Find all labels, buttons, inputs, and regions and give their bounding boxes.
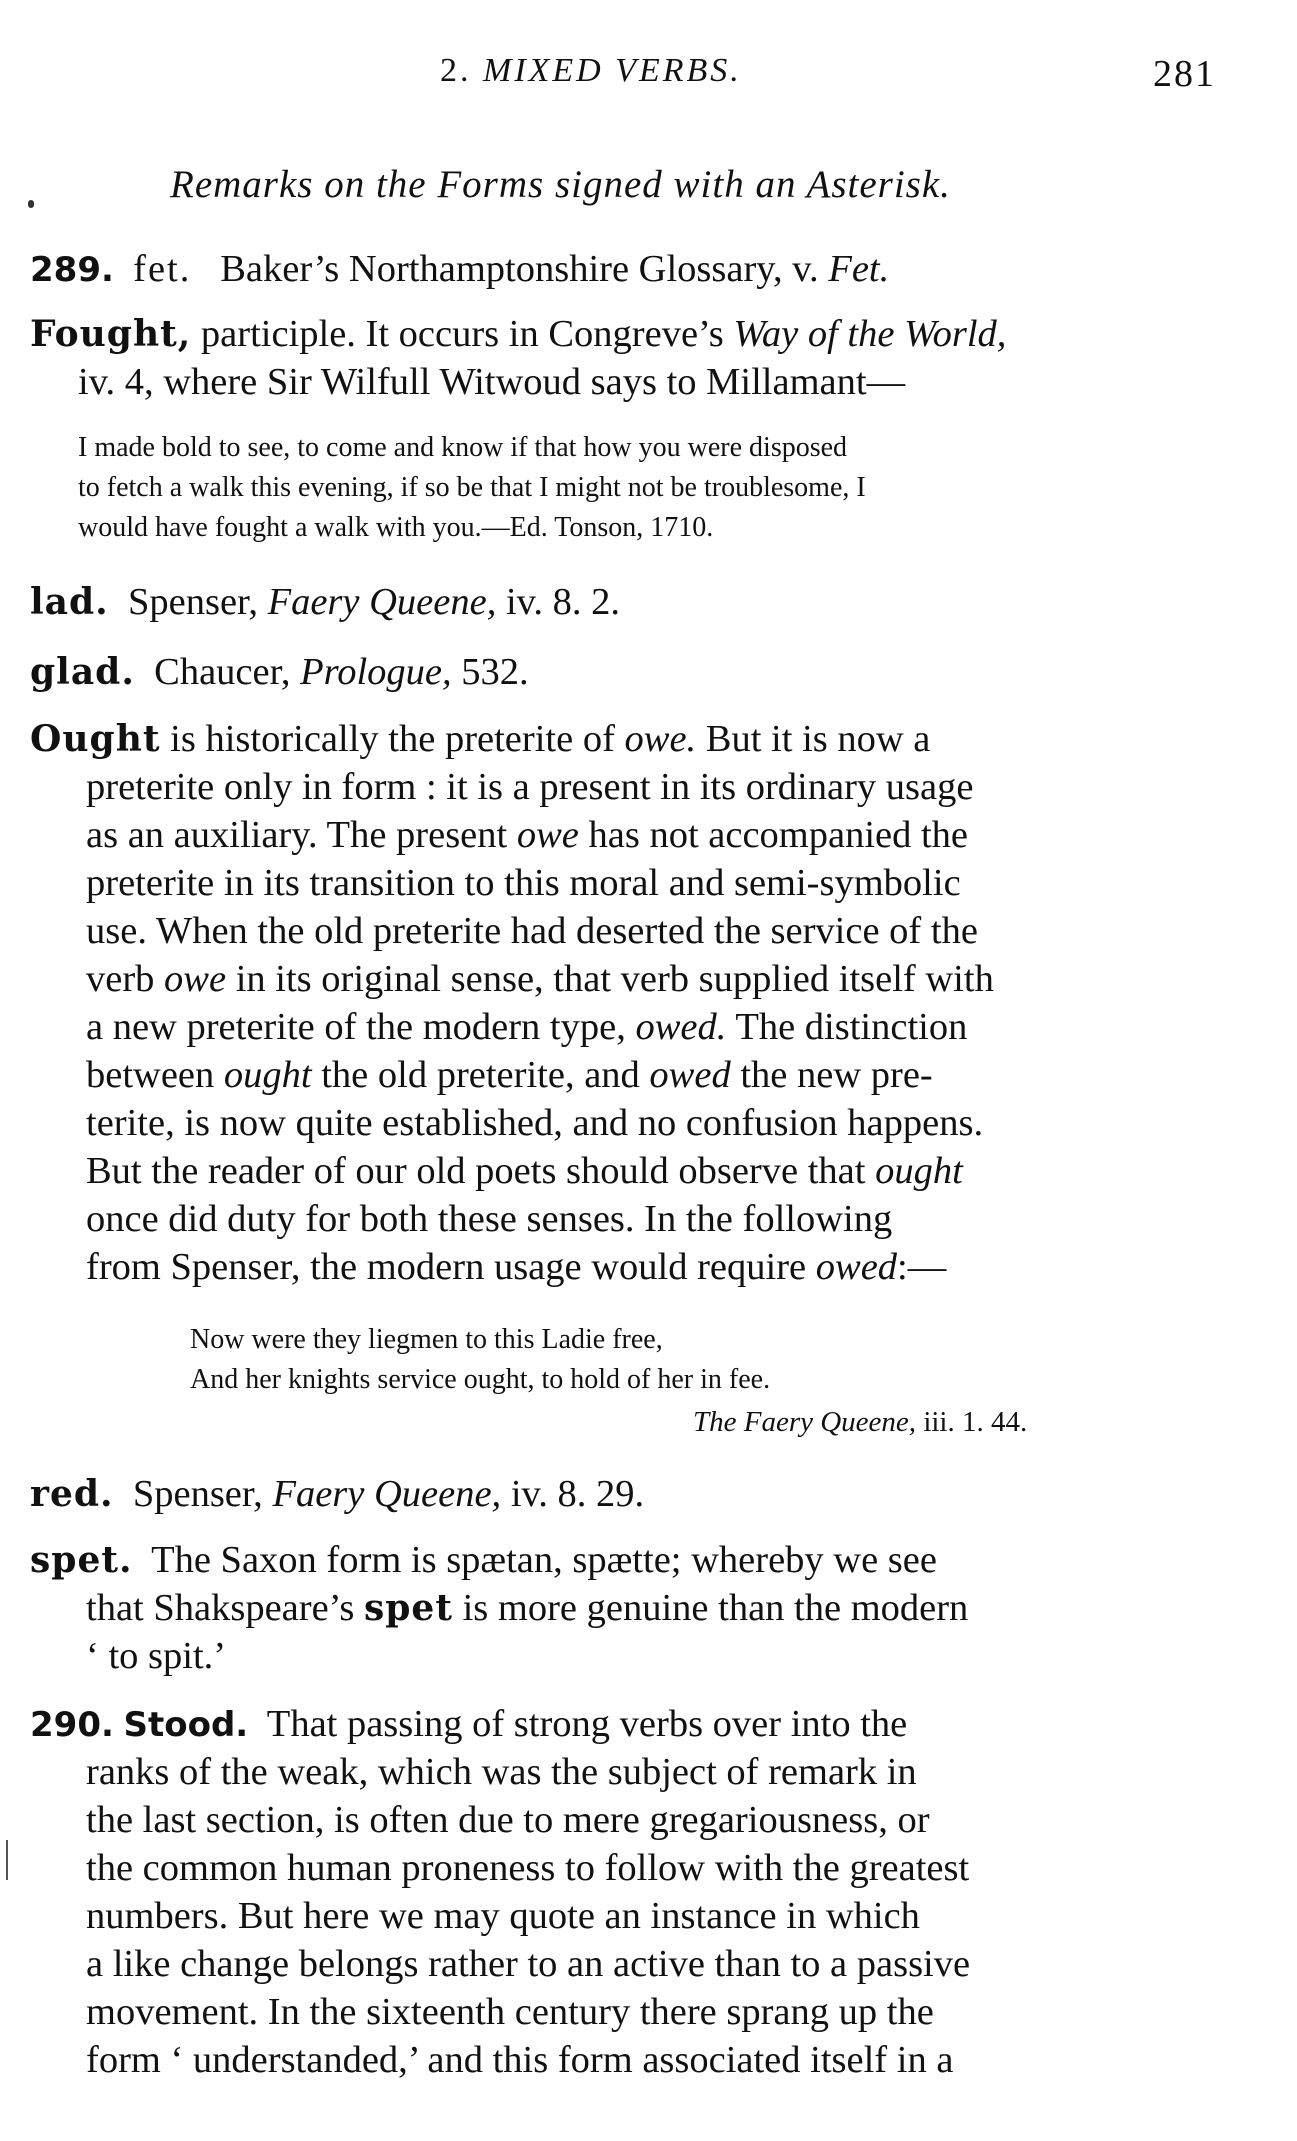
headword-fet: fet. bbox=[133, 248, 192, 290]
blackletter-word: spet bbox=[363, 1587, 453, 1629]
entry-red bbox=[30, 1470, 1230, 1518]
entry-text: The distinction bbox=[726, 1006, 968, 1048]
entry-text: :— bbox=[897, 1246, 947, 1288]
entry-text: movement. In the sixteenth century there sprang up the bbox=[86, 1991, 934, 2033]
headword-ought: Ought bbox=[30, 718, 161, 760]
entry-text: ‘ to spit.’ bbox=[86, 1635, 227, 1677]
section-number-290: 290. bbox=[30, 1705, 114, 1745]
entry-text: iv. 8. 2. bbox=[505, 581, 621, 623]
section-number: 2. bbox=[440, 52, 472, 89]
entry-290-stood bbox=[30, 1700, 1230, 2084]
quote-congreve bbox=[78, 428, 1278, 548]
entry-italic: Faery Queene, bbox=[267, 581, 497, 623]
entry-text: use. When the old preterite had deserted the service of the bbox=[86, 910, 978, 952]
entry-text: Baker’s Northamptonshire Glossary, v. bbox=[220, 248, 819, 290]
entry-text: that Shakspeare’s bbox=[86, 1587, 355, 1629]
headword-spet: spet. bbox=[30, 1539, 133, 1581]
entry-text: once did duty for both these senses. In the following bbox=[86, 1198, 893, 1240]
quote-line: Now were they liegmen to this Ladie free, bbox=[190, 1324, 663, 1355]
entry-text: The Saxon form is spætan, spætte; whereby we see bbox=[151, 1539, 937, 1581]
entry-text: as an auxiliary. The present bbox=[86, 814, 517, 856]
entry-italic: owe bbox=[164, 958, 227, 1000]
entry-text: the last section, is often due to mere gregariousness, or bbox=[86, 1799, 930, 1841]
entry-italic: Way of the World, bbox=[733, 313, 1007, 355]
entry-italic: owe. bbox=[624, 718, 697, 760]
entry-text: Spenser, bbox=[127, 581, 258, 623]
section-title: MIXED VERBS. bbox=[483, 52, 742, 89]
speck-mark bbox=[28, 200, 34, 208]
entry-text: form ‘ understanded,’ and this form associated itself in a bbox=[86, 2039, 954, 2081]
entry-text: That passing of strong verbs over into the bbox=[266, 1703, 908, 1745]
entry-289-fet bbox=[30, 245, 1230, 293]
section-number-289: 289. bbox=[30, 250, 114, 290]
running-head-title bbox=[440, 52, 742, 90]
entry-text: the old preterite, and bbox=[311, 1054, 650, 1096]
headword-stood: Stood. bbox=[123, 1705, 249, 1745]
quote-line: would have fought a walk with you.—Ed. Tonson, 1710. bbox=[78, 512, 714, 543]
headword-glad: glad. bbox=[30, 651, 135, 693]
entry-fought bbox=[30, 310, 1230, 406]
entry-text: terite, is now quite established, and no confusion happens. bbox=[86, 1102, 984, 1144]
entry-spet bbox=[30, 1536, 1230, 1680]
entry-text: from Spenser, the modern usage would require bbox=[86, 1246, 816, 1288]
entry-italic: ought bbox=[223, 1054, 312, 1096]
entry-text: numbers. But here we may quote an instance in which bbox=[86, 1895, 920, 1937]
entry-italic: Faery Queene, bbox=[272, 1473, 502, 1515]
running-head bbox=[0, 52, 1297, 102]
entry-lad bbox=[30, 578, 1230, 626]
entry-italic: Prologue, bbox=[300, 651, 452, 693]
entry-text: in its original sense, that verb supplied itself with bbox=[226, 958, 994, 1000]
page-number: 281 bbox=[1153, 53, 1216, 95]
quote-line: I made bold to see, to come and know if that how you were disposed bbox=[78, 432, 848, 463]
entry-italic: owed. bbox=[635, 1006, 727, 1048]
entry-text: verb bbox=[86, 958, 165, 1000]
entry-ought bbox=[30, 715, 1230, 1291]
entry-text: participle. It occurs in Congreve’s bbox=[200, 313, 724, 355]
quote-spenser bbox=[190, 1320, 1297, 1400]
entry-italic: owe bbox=[516, 814, 579, 856]
margin-mark bbox=[6, 1840, 8, 1880]
entry-text: But it is now a bbox=[696, 718, 931, 760]
entry-text: ranks of the weak, which was the subject of remark in bbox=[86, 1751, 917, 1793]
entry-italic: Fet. bbox=[828, 248, 890, 290]
quote-line: to fetch a walk this evening, if so be that I might not be troublesome, I bbox=[78, 472, 866, 503]
attribution-ref: iii. 1. 44. bbox=[923, 1406, 1028, 1438]
subheading: Remarks on the Forms signed with an Asterisk. bbox=[170, 163, 951, 206]
entry-text: 532. bbox=[461, 651, 529, 693]
entry-text: between bbox=[86, 1054, 224, 1096]
entry-text: iv. 4, where Sir Wilfull Witwoud says to Millamant— bbox=[78, 361, 906, 403]
entry-italic: owed bbox=[649, 1054, 731, 1096]
quote-attribution bbox=[693, 1406, 1027, 1439]
entry-text: the new pre- bbox=[730, 1054, 933, 1096]
entry-text: iv. 8. 29. bbox=[510, 1473, 645, 1515]
headword-fought: Fought, bbox=[30, 313, 192, 355]
entry-text: preterite in its transition to this moral and semi-symbolic bbox=[86, 862, 961, 904]
quote-line: And her knights service ought, to hold of her in fee. bbox=[190, 1364, 771, 1395]
entry-text: preterite only in form : it is a present in its ordinary usage bbox=[86, 766, 974, 808]
entry-text: But the reader of our old poets should observe that bbox=[86, 1150, 876, 1192]
headword-red: red. bbox=[30, 1473, 114, 1515]
entry-text: is more genuine than the modern bbox=[462, 1587, 969, 1629]
entry-italic: ought bbox=[875, 1150, 963, 1192]
entry-italic: owed bbox=[815, 1246, 898, 1288]
entry-text: Chaucer, bbox=[154, 651, 291, 693]
entry-text: a like change belongs rather to an active than to a passive bbox=[86, 1943, 971, 1985]
entry-text: Spenser, bbox=[132, 1473, 263, 1515]
entry-text: a new preterite of the modern type, bbox=[86, 1006, 636, 1048]
entry-text: is historically the preterite of bbox=[170, 718, 625, 760]
entry-glad bbox=[30, 648, 1230, 696]
headword-lad: lad. bbox=[30, 581, 109, 623]
attribution-title: The Faery Queene, bbox=[693, 1406, 917, 1438]
entry-text: the common human proneness to follow with the greatest bbox=[86, 1847, 970, 1889]
entry-text: has not accompanied the bbox=[578, 814, 969, 856]
